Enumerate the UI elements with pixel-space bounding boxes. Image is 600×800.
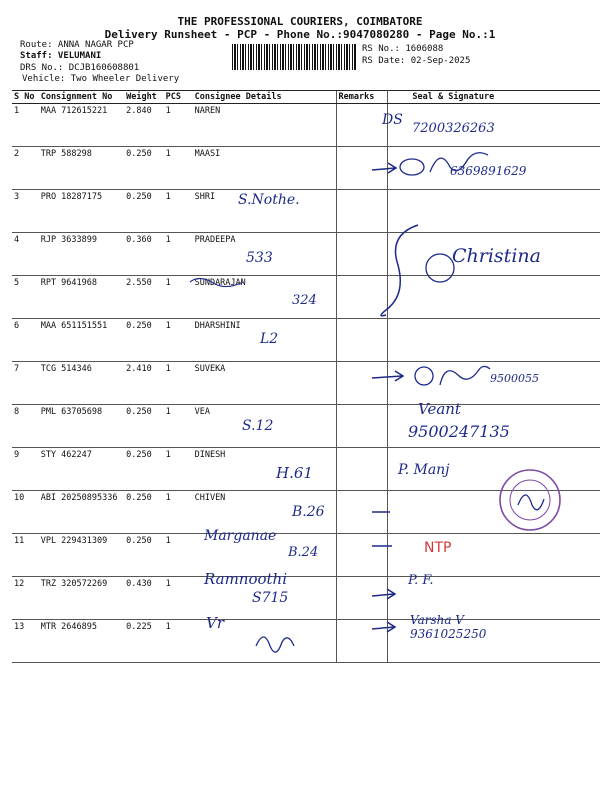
table-row: [12, 448, 600, 491]
row-remarks: [336, 405, 388, 448]
row-consignment-no: MTR 2646895: [39, 620, 124, 663]
table-row: [12, 190, 600, 233]
staff-label: Staff: VELUMANI: [20, 51, 102, 61]
table-row: [12, 319, 600, 362]
row-sno: 12: [12, 577, 39, 620]
handwritten-note: Marganae: [204, 528, 277, 544]
runsheet-subtitle: Delivery Runsheet - PCP - Phone No.:9047080280 - Page No.:1: [104, 28, 496, 41]
row-signature: [388, 491, 600, 534]
row-weight: 0.250: [124, 448, 164, 491]
row-pcs: 1: [164, 104, 193, 147]
table-row: [12, 104, 600, 147]
row-remarks: [336, 534, 388, 577]
row-signature: [388, 362, 600, 405]
handwritten-note: B.24: [288, 545, 319, 560]
handwritten-initials: DS: [382, 112, 403, 128]
row-signature: [388, 190, 600, 233]
row-consignment-no: MAA 651151551: [39, 319, 124, 362]
row-pcs: 1: [164, 534, 193, 577]
row-sno: 5: [12, 276, 39, 319]
table-row: [12, 577, 600, 620]
row-sno: 11: [12, 534, 39, 577]
row-consignment-no: STY 462247: [39, 448, 124, 491]
handwritten-signature: P. F.: [408, 573, 434, 588]
row-weight: 0.250: [124, 190, 164, 233]
barcode-image: [232, 44, 356, 70]
handwritten-note: 324: [292, 293, 317, 308]
handwritten-note: 533: [246, 250, 273, 266]
handwritten-phone: 9500247135: [408, 422, 510, 441]
row-sno: 2: [12, 147, 39, 190]
col-header: Seal & Signature: [388, 91, 600, 104]
row-signature: [388, 405, 600, 448]
row-consignment-no: PML 63705698: [39, 405, 124, 448]
table-row: [12, 233, 600, 276]
row-pcs: 1: [164, 491, 193, 534]
row-signature: [388, 147, 600, 190]
handwritten-signature: P. Manj: [398, 462, 450, 478]
row-signature: [388, 233, 600, 276]
handwritten-signature: Christina: [452, 245, 541, 267]
handwritten-note: S.12: [242, 418, 274, 434]
table-row: [12, 362, 600, 405]
handwritten-note: H.61: [276, 464, 313, 482]
row-consignment-no: RJP 3633899: [39, 233, 124, 276]
handwritten-note: L2: [260, 331, 279, 347]
row-remarks: [336, 491, 388, 534]
table-row: [12, 147, 600, 190]
row-weight: 0.225: [124, 620, 164, 663]
row-remarks: [336, 190, 388, 233]
row-consignee: VEA: [193, 405, 336, 448]
col-header: S No: [12, 91, 39, 104]
row-sno: 13: [12, 620, 39, 663]
row-consignment-no: TRP 588298: [39, 147, 124, 190]
row-remarks: [336, 147, 388, 190]
row-weight: 0.250: [124, 405, 164, 448]
row-pcs: 1: [164, 319, 193, 362]
table-row: [12, 620, 600, 663]
row-sno: 6: [12, 319, 39, 362]
handwritten-note: B.26: [292, 504, 325, 520]
row-pcs: 1: [164, 190, 193, 233]
row-sno: 10: [12, 491, 39, 534]
row-consignee: [193, 620, 336, 663]
row-consignment-no: ABI 20250895336: [39, 491, 124, 534]
row-consignee: SUNDARAJAN: [193, 276, 336, 319]
table-row: [12, 276, 600, 319]
row-pcs: 1: [164, 448, 193, 491]
row-signature: [388, 104, 600, 147]
vehicle-label: Vehicle: Two Wheeler Delivery: [22, 74, 180, 84]
row-remarks: [336, 577, 388, 620]
row-remarks: [336, 233, 388, 276]
row-consignment-no: RPT 9641968: [39, 276, 124, 319]
row-consignment-no: MAA 712615221: [39, 104, 124, 147]
handwritten-note: Ramnoothi: [204, 570, 288, 588]
row-weight: 0.250: [124, 319, 164, 362]
row-consignee: NAREN: [193, 104, 336, 147]
row-weight: 2.840: [124, 104, 164, 147]
row-weight: 0.360: [124, 233, 164, 276]
rs-date: RS Date: 02-Sep-2025: [362, 56, 471, 66]
col-header: Remarks: [336, 91, 388, 104]
row-weight: 0.430: [124, 577, 164, 620]
row-weight: 2.550: [124, 276, 164, 319]
row-remarks: [336, 620, 388, 663]
col-header: PCS: [164, 91, 193, 104]
row-signature: [388, 276, 600, 319]
handwritten-note: S.Nothe.: [238, 192, 300, 208]
row-remarks: [336, 276, 388, 319]
row-signature: [388, 319, 600, 362]
row-consignee: SUVEKA: [193, 362, 336, 405]
row-consignee: [193, 534, 336, 577]
row-weight: 2.410: [124, 362, 164, 405]
col-header: Consignment No: [39, 91, 124, 104]
row-pcs: 1: [164, 233, 193, 276]
table-row: [12, 405, 600, 448]
handwritten-phone: 9500055: [490, 372, 539, 385]
table-row: [12, 491, 600, 534]
row-sno: 7: [12, 362, 39, 405]
table-row: [12, 534, 600, 577]
row-weight: 0.250: [124, 534, 164, 577]
row-sno: 9: [12, 448, 39, 491]
row-consignee: [193, 577, 336, 620]
row-pcs: 1: [164, 577, 193, 620]
row-sno: 8: [12, 405, 39, 448]
table-header-row: [12, 91, 600, 104]
row-pcs: 1: [164, 620, 193, 663]
row-pcs: 1: [164, 147, 193, 190]
handwritten-signature: Vr: [206, 614, 225, 632]
row-consignee: CHIVEN: [193, 491, 336, 534]
row-pcs: 1: [164, 362, 193, 405]
row-signature: [388, 577, 600, 620]
row-consignment-no: TRZ 320572269: [39, 577, 124, 620]
row-signature: [388, 448, 600, 491]
row-pcs: 1: [164, 405, 193, 448]
handwritten-phone: 7200326263: [412, 121, 495, 136]
route-label: Route: ANNA NAGAR PCP: [20, 40, 134, 50]
row-sno: 3: [12, 190, 39, 233]
row-remarks: [336, 104, 388, 147]
col-header: Consignee Details: [193, 91, 336, 104]
remark-ntp: NTP: [424, 540, 452, 556]
row-consignee: PRADEEPA: [193, 233, 336, 276]
row-sno: 4: [12, 233, 39, 276]
row-consignment-no: PRO 18287175: [39, 190, 124, 233]
company-name: THE PROFESSIONAL COURIERS, COIMBATORE: [177, 15, 423, 28]
handwritten-note: S715: [252, 590, 289, 606]
row-consignee: DHARSHINI: [193, 319, 336, 362]
row-signature: [388, 620, 600, 663]
row-consignee: SHRI: [193, 190, 336, 233]
row-pcs: 1: [164, 276, 193, 319]
row-remarks: [336, 362, 388, 405]
row-weight: 0.250: [124, 491, 164, 534]
drs-number: DRS No.: DCJB160608801: [20, 63, 140, 73]
rs-number: RS No.: 1606088: [362, 44, 444, 54]
row-consignment-no: VPL 229431309: [39, 534, 124, 577]
handwritten-signature: Varsha V: [410, 613, 464, 627]
handwritten-signature: Veant: [418, 400, 461, 418]
runsheet-table: [12, 90, 600, 663]
row-consignment-no: TCG 514346: [39, 362, 124, 405]
row-consignee: DINESH: [193, 448, 336, 491]
row-remarks: [336, 319, 388, 362]
col-header: Weight: [124, 91, 164, 104]
row-signature: [388, 534, 600, 577]
row-remarks: [336, 448, 388, 491]
row-sno: 1: [12, 104, 39, 147]
handwritten-phone: 6369891629: [450, 164, 527, 178]
row-weight: 0.250: [124, 147, 164, 190]
row-consignee: MAASI: [193, 147, 336, 190]
handwritten-phone: 9361025250: [410, 627, 487, 641]
